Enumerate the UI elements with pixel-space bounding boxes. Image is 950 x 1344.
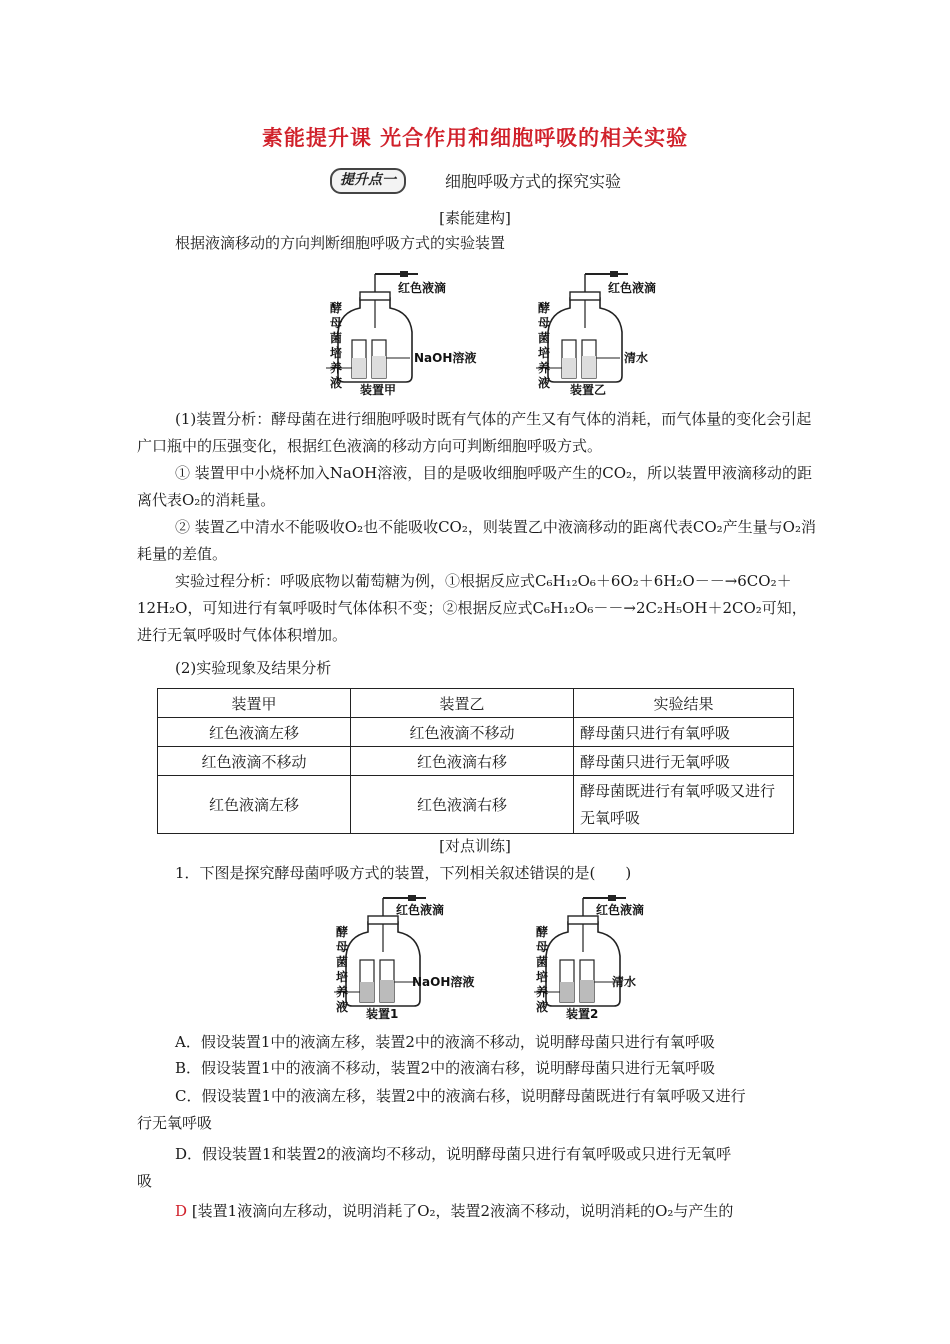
- option-c-line2: 行无氧呼吸: [137, 1114, 213, 1132]
- side-char: 养: [330, 361, 343, 375]
- side-char: 母: [330, 316, 343, 330]
- table-cell: 红色液滴右移: [351, 776, 574, 834]
- table-header: 实验结果: [574, 689, 794, 718]
- side-char: 液: [330, 376, 343, 390]
- side-char: 培: [538, 346, 551, 360]
- caption-1: 装置1: [366, 1007, 399, 1021]
- analysis-p1: (1)装置分析：酵母菌在进行细胞呼吸时既有气体的产生又有气体的消耗，而气体量的变化会引起广口瓶中的压强变化，根据红色液滴的移动方向可判断细胞呼吸方式。: [137, 410, 812, 455]
- apparatus-diagram-1: [320, 268, 700, 400]
- option-d-line1: D．假设装置1和装置2的液滴均不移动，说明酵母菌只进行有氧呼吸或只进行无氧呼: [175, 1145, 732, 1163]
- side-char: 菌: [536, 955, 549, 969]
- side-char: 养: [538, 361, 551, 375]
- solution-label-1: NaOH溶液: [412, 975, 475, 989]
- answer-letter: D: [175, 1202, 188, 1220]
- table-header: 装置乙: [351, 689, 574, 718]
- side-char: 培: [536, 970, 549, 984]
- side-char: 液: [536, 1000, 549, 1014]
- analysis-p2: ① 装置甲中小烧杯加入NaOH溶液，目的是吸收细胞呼吸产生的CO₂，所以装置甲液滴移动的距离代表O₂的消耗量。: [137, 464, 813, 509]
- table-cell: 红色液滴左移: [158, 718, 351, 747]
- question-text: 1．下图是探究酵母菌呼吸方式的装置，下列相关叙述错误的是( ): [175, 864, 632, 882]
- solution-label-left: NaOH溶液: [414, 351, 477, 365]
- side-char: 酵: [336, 925, 349, 939]
- analysis-p5: (2)实验现象及结果分析: [175, 659, 332, 677]
- table-row: [158, 747, 794, 776]
- intro-text: 根据液滴移动的方向判断细胞呼吸方式的实验装置: [175, 234, 506, 252]
- table-cell: 酵母菌只进行无氧呼吸: [574, 747, 794, 776]
- side-char: 母: [536, 940, 549, 954]
- answer-explanation: [装置1液滴向左移动，说明消耗了O₂，装置2液滴不移动，说明消耗的O₂与产生的: [191, 1202, 734, 1220]
- option-a: A．假设装置1中的液滴左移，装置2中的液滴不移动，说明酵母菌只进行有氧呼吸: [175, 1033, 715, 1051]
- caption-left: 装置甲: [360, 383, 397, 397]
- analysis-p4a: 实验过程分析：呼吸底物以葡萄糖为例，①根据反应式C₆H₁₂O₆＋6O₂＋6H₂O－－→6CO₂＋: [175, 572, 792, 590]
- drop-label-2: 红色液滴: [596, 903, 645, 917]
- drop-label-1: 红色液滴: [396, 903, 445, 917]
- drop-label-right: 红色液滴: [608, 281, 657, 295]
- page-title: 素能提升课 光合作用和细胞呼吸的相关实验: [261, 126, 689, 150]
- table-row: [158, 718, 794, 747]
- solution-label-right: 清水: [624, 351, 649, 365]
- section-badge: 提升点一: [330, 168, 406, 194]
- answer-line: [175, 1198, 825, 1225]
- side-char: 母: [538, 316, 551, 330]
- side-char: 酵: [330, 301, 343, 315]
- build-header: [素能建构]: [439, 209, 511, 227]
- side-char: 液: [336, 1000, 349, 1014]
- side-char: 培: [336, 970, 349, 984]
- table-cell: 红色液滴不移动: [158, 747, 351, 776]
- practice-header: [对点训练]: [439, 837, 511, 855]
- side-char: 母: [336, 940, 349, 954]
- apparatus-diagram-2: [328, 892, 708, 1024]
- side-char: 菌: [336, 955, 349, 969]
- side-char: 液: [538, 376, 551, 390]
- table-cell: 红色液滴左移: [158, 776, 351, 834]
- caption-right: 装置乙: [570, 383, 607, 397]
- analysis-p4c: 进行无氧呼吸时气体体积增加。: [137, 626, 348, 644]
- drop-label-left: 红色液滴: [398, 281, 447, 295]
- table-cell: 红色液滴不移动: [351, 718, 574, 747]
- section-subtitle: 细胞呼吸方式的探究实验: [445, 172, 622, 191]
- analysis-p4b: 12H₂O，可知进行有氧呼吸时气体体积不变；②根据反应式C₆H₁₂O₆－－→2C₂H₅OH＋2CO₂可知，: [137, 599, 807, 617]
- side-char: 菌: [538, 331, 551, 345]
- table-row: [158, 776, 794, 834]
- caption-2: 装置2: [566, 1007, 599, 1021]
- table-header-row: [158, 689, 794, 718]
- side-char: 培: [330, 346, 343, 360]
- solution-label-2: 清水: [612, 975, 637, 989]
- side-char: 酵: [538, 301, 551, 315]
- side-char: 养: [336, 985, 349, 999]
- option-d-line2: 吸: [137, 1172, 153, 1190]
- results-table: [157, 688, 794, 834]
- analysis-p3: ② 装置乙中清水不能吸收O₂也不能吸收CO₂，则装置乙中液滴移动的距离代表CO₂产生量与O₂消耗量的差值。: [137, 518, 816, 563]
- table-cell: 酵母菌只进行有氧呼吸: [574, 718, 794, 747]
- table-header: 装置甲: [158, 689, 351, 718]
- side-char: 养: [536, 985, 549, 999]
- side-char: 菌: [330, 331, 343, 345]
- option-b: B．假设装置1中的液滴不移动，装置2中的液滴右移，说明酵母菌只进行无氧呼吸: [175, 1059, 716, 1077]
- table-cell: 酵母菌既进行有氧呼吸又进行无氧呼吸: [574, 776, 794, 834]
- side-char: 酵: [536, 925, 549, 939]
- option-c-line1: C．假设装置1中的液滴左移，装置2中的液滴右移，说明酵母菌既进行有氧呼吸又进行: [175, 1087, 746, 1105]
- table-cell: 红色液滴右移: [351, 747, 574, 776]
